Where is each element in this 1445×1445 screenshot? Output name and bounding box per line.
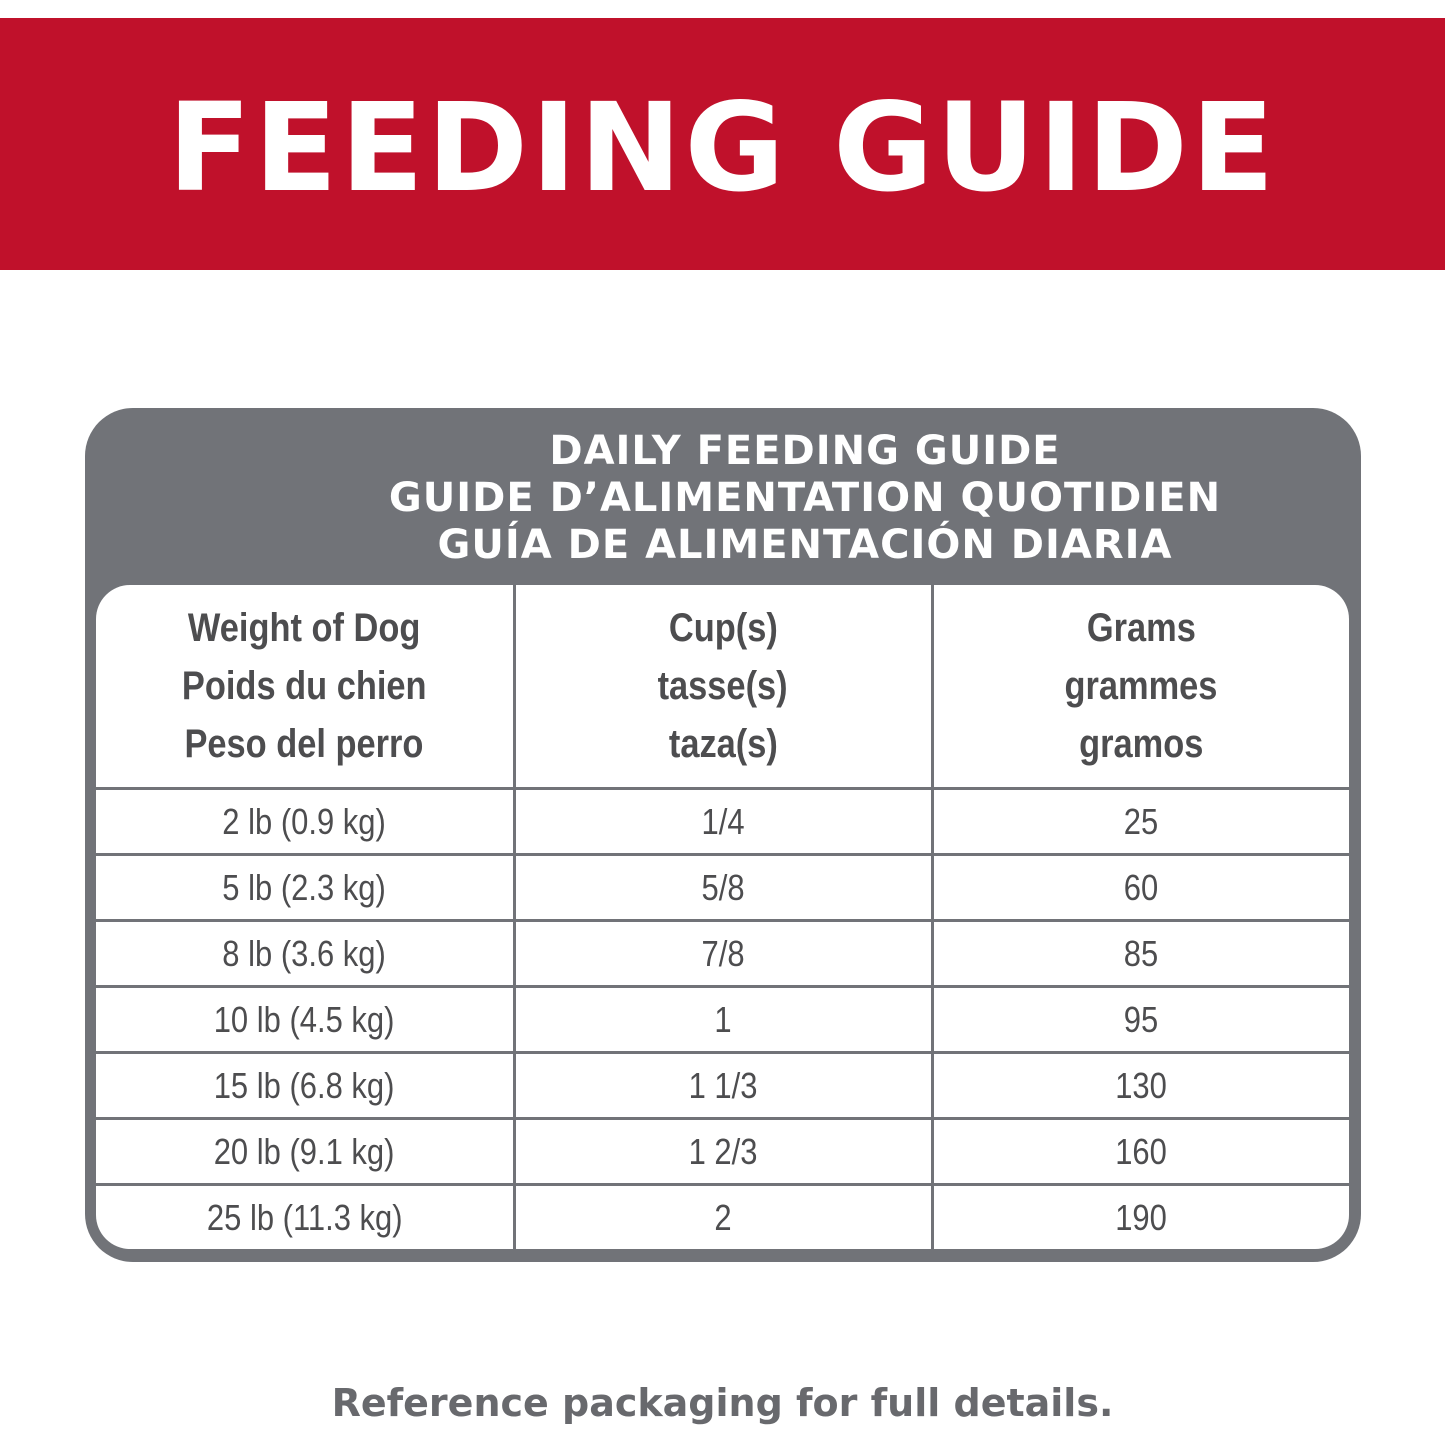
grams-cell: 25	[932, 789, 1349, 855]
column-header-line: Poids du chien	[181, 664, 427, 708]
table-row	[96, 987, 1349, 1053]
feeding-table-panel	[96, 585, 1349, 1249]
table-row	[96, 1053, 1349, 1119]
cups-cell: 1	[514, 987, 932, 1053]
footnote: Reference packaging for full details.	[331, 1381, 1114, 1425]
table-row	[96, 1119, 1349, 1185]
weight-cell: 8 lb (3.6 kg)	[96, 921, 514, 987]
table-row	[96, 789, 1349, 855]
table-header-row	[96, 585, 1349, 789]
weight-cell: 20 lb (9.1 kg)	[96, 1119, 514, 1185]
grams-cell: 160	[932, 1119, 1349, 1185]
cups-cell: 5/8	[514, 855, 932, 921]
cups-cell: 1/4	[514, 789, 932, 855]
card-heading-english: DAILY FEEDING GUIDE	[549, 428, 1061, 474]
grams-cell: 60	[932, 855, 1349, 921]
cups-cell: 2	[514, 1185, 932, 1250]
table-row	[96, 855, 1349, 921]
grams-cell: 130	[932, 1053, 1349, 1119]
column-header-line: Cup(s)	[668, 606, 778, 650]
column-header-line: Grams	[1086, 606, 1196, 650]
feeding-table	[96, 585, 1349, 1249]
card-heading-spanish: GUÍA DE ALIMENTACIÓN DIARIA	[437, 522, 1173, 568]
column-header-line: Peso del perro	[184, 722, 424, 766]
title-banner	[0, 18, 1445, 270]
column-header-line: grammes	[1064, 664, 1218, 708]
cups-cell: 7/8	[514, 921, 932, 987]
column-header-line: Weight of Dog	[188, 606, 421, 650]
column-header-cups	[514, 585, 932, 789]
table-row	[96, 1185, 1349, 1250]
cups-cell: 1 1/3	[514, 1053, 932, 1119]
weight-cell: 2 lb (0.9 kg)	[222, 800, 386, 842]
column-header-grams	[932, 585, 1349, 789]
card-heading-french: GUIDE D’ALIMENTATION QUOTIDIEN	[388, 475, 1222, 521]
column-header-line: gramos	[1079, 722, 1204, 766]
card-heading	[365, 428, 1245, 569]
table-row	[96, 921, 1349, 987]
weight-cell: 10 lb (4.5 kg)	[96, 987, 514, 1053]
grams-cell: 95	[932, 987, 1349, 1053]
cups-cell: 1 2/3	[514, 1119, 932, 1185]
feeding-guide-card	[85, 408, 1361, 1262]
weight-cell: 5 lb (2.3 kg)	[96, 855, 514, 921]
grams-cell: 190	[932, 1185, 1349, 1250]
column-header-line: tasse(s)	[657, 664, 789, 708]
grams-cell: 85	[932, 921, 1349, 987]
weight-cell: 25 lb (11.3 kg)	[96, 1185, 514, 1250]
column-header-weight	[96, 585, 514, 789]
weight-cell: 15 lb (6.8 kg)	[96, 1053, 514, 1119]
column-header-line: taza(s)	[668, 722, 778, 766]
page-title: FEEDING GUIDE	[167, 77, 1278, 219]
